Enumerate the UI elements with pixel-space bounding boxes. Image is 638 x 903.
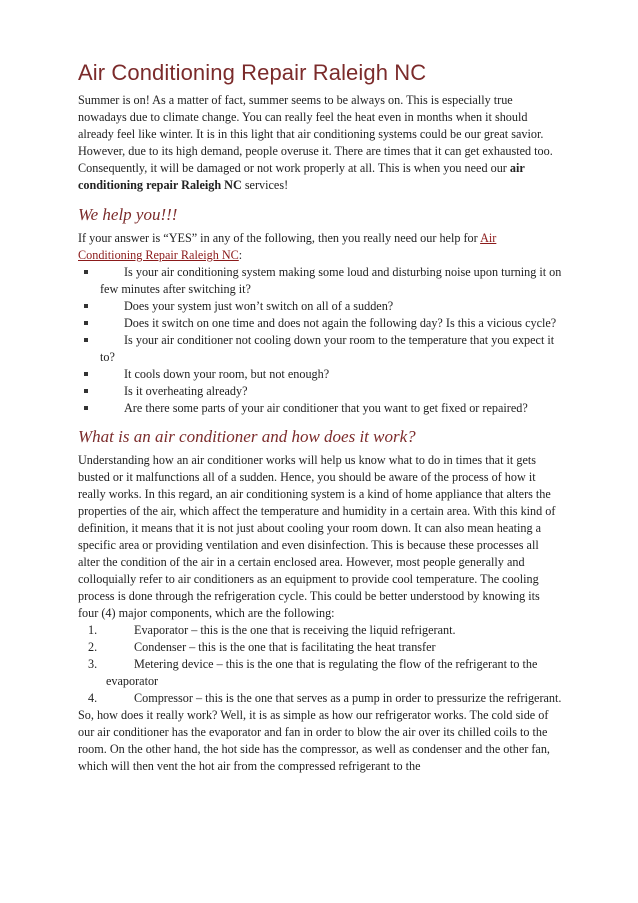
square-bullet-icon (84, 406, 88, 410)
square-bullet-icon (84, 304, 88, 308)
help-lead-paragraph (78, 230, 562, 264)
list-number: 3. (88, 657, 98, 671)
list-item: Are there some parts of your air conditioner that you want to get fixed or repaired? (78, 400, 562, 417)
square-bullet-icon (84, 270, 88, 274)
section-heading-help: We help you!!! (78, 205, 178, 224)
square-bullet-icon (84, 338, 88, 342)
list-item: Is your air conditioning system making some loud and disturbing noise upon turning it on few minutes after switching it? (78, 264, 562, 298)
page-title: Air Conditioning Repair Raleigh NC (78, 60, 427, 85)
intro-bold-keyword: air conditioning repair Raleigh NC (78, 161, 525, 192)
help-lead-text: If your answer is “YES” in any of the following, then you really need our help for (78, 231, 481, 245)
list-item: 4. Compressor – this is the one that serves as a pump in order to pressurize the refrigerant. (88, 691, 562, 705)
list-number: 2. (88, 640, 98, 654)
square-bullet-icon (84, 389, 88, 393)
symptom-list (78, 264, 562, 417)
list-number: 1. (88, 623, 98, 637)
list-item: 1. Evaporator – this is the one that is receiving the liquid refrigerant. (88, 623, 456, 637)
list-item: 3. Metering device – this is the one that is regulating the flow of the refrigerant to the evaporator (88, 657, 538, 688)
components-list (78, 622, 562, 707)
list-item: Does your system just won’t switch on all of a sudden? (78, 298, 562, 315)
square-bullet-icon (84, 372, 88, 376)
intro-text-end: services! (241, 178, 289, 192)
section-heading-how-it-works: What is an air conditioner and how does it work? (78, 427, 416, 446)
help-lead-colon: : (238, 248, 243, 262)
how-it-works-paragraph: Understanding how an air conditioner works will help us know what to do in times that it gets busted or it malfunctions all of a sudden. Hence, you should be aware of the process of how it really works. In this regard, an air conditioning system is a kind of home appliance that alters the properties of the air, which affect the temperature and humidity in a certain area. With this kind of definition, it means that it is not just about cooling your room down. It can also mean heating a specific area or providing ventilation and even disinfection. This is because these processes all alter the condition of the air in a certain enclosed area. However, most people generally and colloquially refer to air conditioners as an equipment to provide cool temperature. The cooling process is done through the refrigeration cycle. This could be better understood by knowing its four (4) major components, which are the following: (78, 453, 556, 620)
intro-paragraph (78, 92, 562, 194)
closing-paragraph: So, how does it really work? Well, it is as simple as how our refrigerator works. The cold side of our air conditioner has the evaporator and fan in order to blow the air over its chilled coils to the room. On the other hand, the hot side has the compressor, as well as condenser and the other fan, which will then vent the hot air from the compressed refrigerant to the (78, 708, 550, 773)
list-item: Is it overheating already? (78, 383, 562, 400)
ac-repair-link[interactable]: Air Conditioning Repair Raleigh NC (78, 231, 497, 262)
list-item: Is your air conditioner not cooling down your room to the temperature that you expect it to? (78, 332, 562, 366)
list-item: Does it switch on one time and does not again the following day? Is this a vicious cycle? (78, 315, 562, 332)
list-number: 4. (88, 691, 98, 705)
intro-text: Summer is on! As a matter of fact, summer seems to be always on. This is especially true nowadays due to climate change. You can really feel the heat even in months when it should already feel like winter. It is in this light that air conditioning systems could be our great savior. However, due to its high demand, people overuse it. There are times that it can get exhausted too. Consequently, it will be damaged or not work properly at all. This is when you need our (78, 93, 553, 175)
list-item: 2. Condenser – this is the one that is facilitating the heat transfer (88, 640, 436, 654)
square-bullet-icon (84, 321, 88, 325)
list-item: It cools down your room, but not enough? (78, 366, 562, 383)
